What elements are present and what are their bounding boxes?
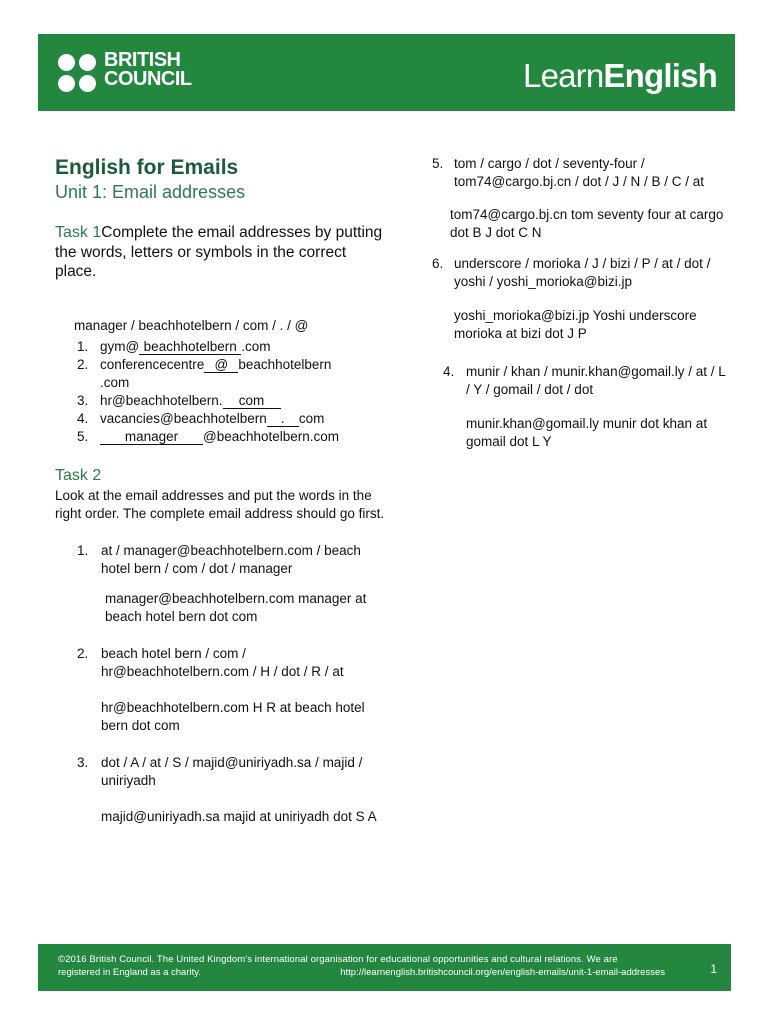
- copyright-text: ©2016 British Council. The United Kingdom's international organisation for educational opportunities and cultural relations. We are: [58, 954, 618, 965]
- left-column: [55, 155, 385, 826]
- task2-instruction: Look at the email addresses and put the words in the right order. The complete email address should go first.: [55, 487, 385, 521]
- task1-instruction: Complete the email addresses by putting the words, letters or symbols in the correct place.: [55, 224, 383, 280]
- task1-list: [55, 338, 385, 446]
- answer-blank: @: [204, 357, 238, 373]
- answer-text: yoshi_morioka@bizi.jp Yoshi underscore morioka at bizi dot J P: [454, 308, 697, 341]
- page-header: [38, 34, 735, 111]
- list-item: 1. gym@ beachhotelbern .com: [77, 338, 271, 354]
- question-item: 2. beach hotel bern / com / hr@beachhotelbern.com / H / dot / R / at hr@beachhotelbern.com H R at beach hotel bern dot com: [55, 645, 385, 735]
- answer-text: manager@beachhotelbern.com manager at beach hotel bern dot com: [105, 590, 367, 624]
- footer-url-link[interactable]: http://learnenglish.britishcouncil.org/en/english-emails/unit-1-email-addresses: [340, 967, 665, 978]
- british-council-logo-icon: [58, 54, 98, 92]
- answer-blank: .: [267, 411, 299, 427]
- page-number: 1: [710, 962, 717, 976]
- page-footer: [38, 944, 731, 991]
- answer-blank: manager: [100, 429, 203, 445]
- brand-name: BRITISH COUNCIL: [104, 49, 192, 90]
- list-item: 2. conferencecentre @ beachhotelbern .com: [77, 356, 332, 390]
- learnenglish-logo: LearnEnglish: [523, 57, 717, 94]
- list-item: 3. hr@beachhotelbern. com: [55, 392, 385, 410]
- question-text: at / manager@beachhotelbern.com / beach hotel bern / com / dot / manager: [101, 542, 361, 576]
- question-item: 4. munir / khan / munir.khan@gomail.ly / at / L / Y / gomail / dot / dot munir.khan@gomail.ly munir dot khan at gomail dot L Y: [432, 363, 732, 451]
- answer-blank: com: [223, 393, 281, 409]
- answer-text: majid@uniriyadh.sa majid at uniriyadh dot S A: [101, 808, 377, 824]
- question-text: munir / khan / munir.khan@gomail.ly / at / L / Y / gomail / dot / dot: [466, 364, 726, 397]
- question-item: 1. at / manager@beachhotelbern.com / beach hotel bern / com / dot / manager manager@beachhotelbern.com manager at beach hotel bern dot com: [55, 542, 385, 626]
- page-title: English for Emails: [55, 156, 239, 179]
- right-column: [432, 155, 732, 451]
- question-text: dot / A / at / S / majid@uniriyadh.sa / majid / uniriyadh: [101, 754, 363, 788]
- task1-heading: Task 1: [55, 224, 102, 241]
- task1-intro: [55, 223, 385, 282]
- question-item: 3. dot / A / at / S / majid@uniriyadh.sa / majid / uniriyadh majid@uniriyadh.sa majid at uniriyadh dot S A: [55, 754, 385, 826]
- list-item: 4. vacancies@beachhotelbern . com: [77, 410, 325, 426]
- answer-text: hr@beachhotelbern.com H R at beach hotel bern dot com: [101, 699, 365, 733]
- footer-second-line: [58, 966, 665, 979]
- question-text: underscore / morioka / J / bizi / P / at / dot / yoshi / yoshi_morioka@bizi.jp: [454, 256, 711, 289]
- question-item: 6. underscore / morioka / J / bizi / P / at / dot / yoshi / yoshi_morioka@bizi.jp yoshi_morioka@bizi.jp Yoshi underscore morioka at bizi dot J P: [432, 255, 732, 343]
- question-text: beach hotel bern / com / hr@beachhotelbern.com / H / dot / R / at: [101, 645, 344, 679]
- page-subtitle: Unit 1: Email addresses: [55, 182, 246, 202]
- question-text: tom / cargo / dot / seventy-four / tom74@cargo.bj.cn / dot / J / N / B / C / at: [454, 156, 705, 189]
- answer-text: tom74@cargo.bj.cn tom seventy four at cargo dot B J dot C N: [450, 207, 724, 240]
- question-item: 5. tom / cargo / dot / seventy-four / tom74@cargo.bj.cn / dot / J / N / B / C / at tom74@cargo.bj.cn tom seventy four at cargo dot B J dot C N: [432, 155, 732, 242]
- list-item: 5. manager @beachhotelbern.com: [77, 428, 340, 444]
- word-bank: manager / beachhotelbern / com / . / @: [74, 317, 309, 333]
- answer-blank: beachhotelbern: [139, 339, 241, 355]
- task2-heading: Task 2: [55, 466, 102, 484]
- answer-text: munir.khan@gomail.ly munir dot khan at gomail dot L Y: [466, 416, 708, 449]
- charity-text: registered in England as a charity.: [58, 967, 201, 978]
